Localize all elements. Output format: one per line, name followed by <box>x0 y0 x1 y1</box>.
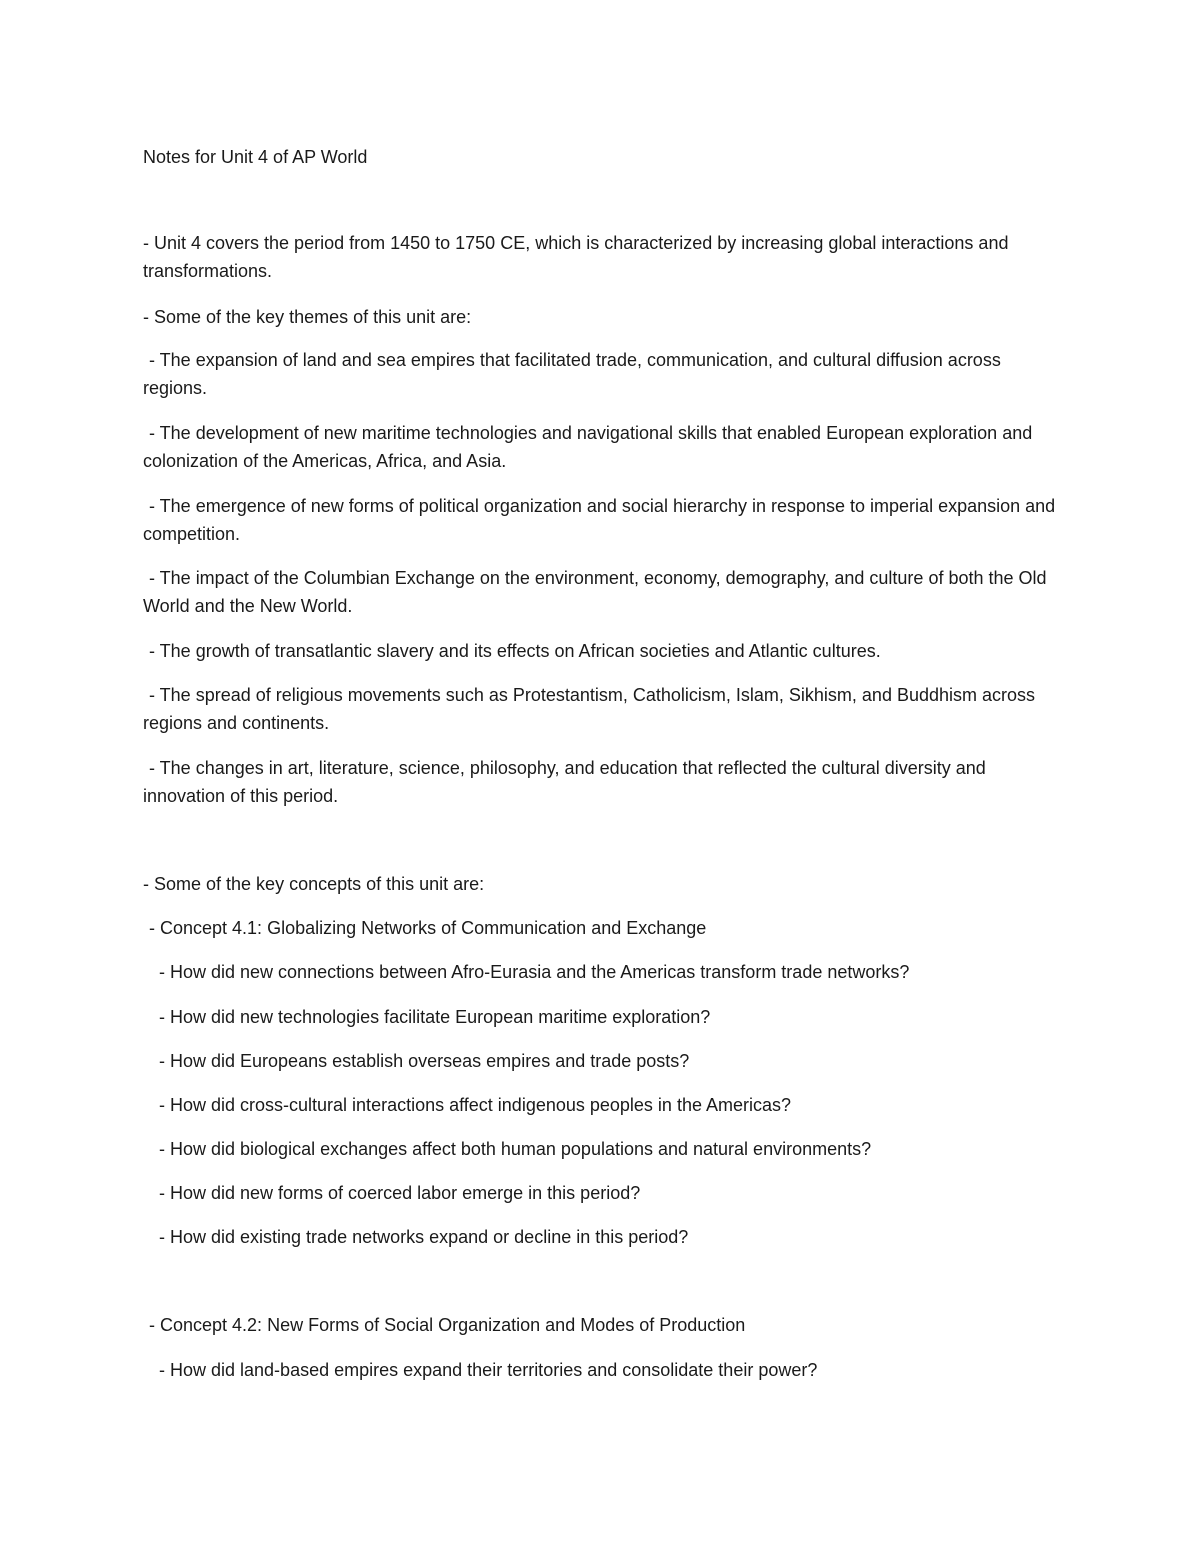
concept-4-1-question: - How did Europeans establish overseas empires and trade posts? <box>159 1051 690 1071</box>
intro-paragraph: - Unit 4 covers the period from 1450 to 1750 CE, which is characterized by increasing global interactions and transformations. <box>143 233 1009 281</box>
theme-item: - The growth of transatlantic slavery and its effects on African societies and Atlantic cultures. <box>149 641 881 661</box>
theme-item: - The development of new maritime technologies and navigational skills that enabled European exploration and colonization of the Americas, Africa, and Asia. <box>143 423 1033 471</box>
concepts-heading: - Some of the key concepts of this unit are: <box>143 874 485 894</box>
concept-4-1-question: - How did new connections between Afro-Eurasia and the Americas transform trade networks? <box>159 962 910 982</box>
concept-4-2-label: - Concept 4.2: New Forms of Social Organization and Modes of Production <box>149 1315 746 1335</box>
concept-4-1-question: - How did biological exchanges affect both human populations and natural environments? <box>159 1139 872 1159</box>
themes-heading: - Some of the key themes of this unit are: <box>143 307 472 327</box>
theme-item: - The emergence of new forms of political organization and social hierarchy in response to imperial expansion and competition. <box>143 496 1056 544</box>
document-title: Notes for Unit 4 of AP World <box>143 147 368 167</box>
concept-4-1-question: - How did cross-cultural interactions affect indigenous peoples in the Americas? <box>159 1095 791 1115</box>
theme-item: - The expansion of land and sea empires that facilitated trade, communication, and cultural diffusion across regions. <box>143 350 1001 398</box>
concept-4-1-question: - How did new forms of coerced labor emerge in this period? <box>159 1183 641 1203</box>
theme-item: - The impact of the Columbian Exchange on the environment, economy, demography, and culture of both the Old World and the New World. <box>143 568 1047 616</box>
concept-4-1-question: - How did existing trade networks expand or decline in this period? <box>159 1227 689 1247</box>
concept-4-2-question: - How did land-based empires expand their territories and consolidate their power? <box>159 1360 818 1380</box>
concept-4-1-question: - How did new technologies facilitate European maritime exploration? <box>159 1007 711 1027</box>
theme-item: - The changes in art, literature, science, philosophy, and education that reflected the cultural diversity and innovation of this period. <box>143 758 986 806</box>
concept-4-1-label: - Concept 4.1: Globalizing Networks of Communication and Exchange <box>149 918 707 938</box>
theme-item: - The spread of religious movements such as Protestantism, Catholicism, Islam, Sikhism, and Buddhism across regions and continents. <box>143 685 1036 733</box>
